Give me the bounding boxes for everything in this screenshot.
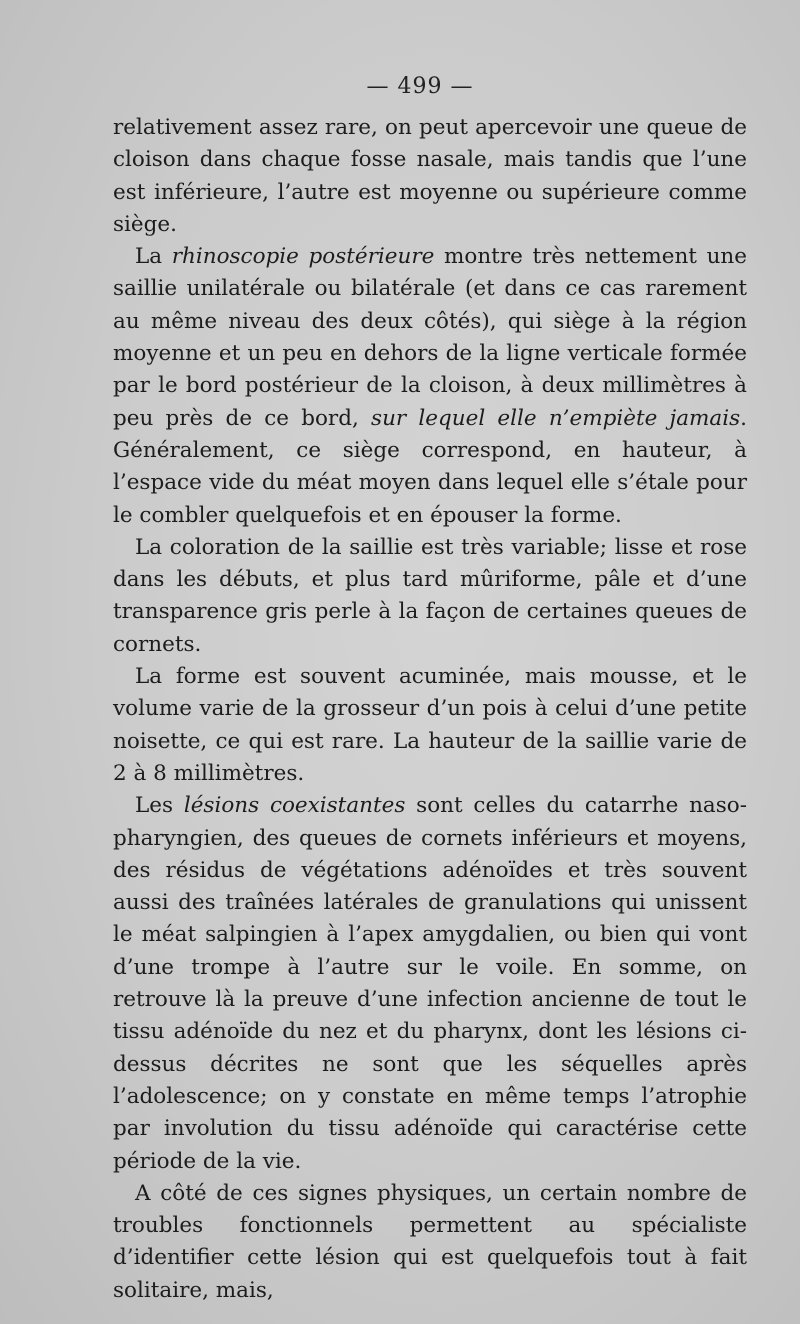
italic-phrase-empiete: sur lequel elle n’empiète jamais <box>371 405 741 431</box>
paragraph-5 <box>113 790 747 1178</box>
text-segment: sont celles du catarrhe naso-pharyngien, des queues de cornets inférieurs et moyens, des résidus de végétations adénoïdes et très souvent aussi des traînées latérales de granulations qui unissent le méat salpingien à l’apex amygdalien, ou bien qui vont d’une trompe à l’autre sur le voile. En somme, on retrouve là la preuve d’une infection ancienne de tout le tissu adénoïde du nez et du pharynx, dont les lésions ci-dessus décrites ne sont que les séquelles après l’adolescence; on y constate en même temps l’atrophie par involution du tissu adénoïde qui caractérise cette période de la vie. <box>113 793 747 1174</box>
paragraph-3 <box>113 532 747 661</box>
italic-term-lesions: lésions coexistantes <box>183 793 406 819</box>
text-segment: montre très nettement une saillie unilatérale ou bilatérale (et dans ce cas rarement au même niveau des deux côtés), qui siège à la région moyenne et un peu en dehors de la ligne verticale formée par le bord postérieur de la cloison, à deux millimètres à peu près de ce bord, <box>113 244 747 431</box>
text-segment: La forme est souvent acuminée, mais mousse, et le volume varie de la grosseur d’un pois à celui d’une petite noisette, ce qui est rare. La hauteur de la saillie varie de 2 à 8 millimètres. <box>113 664 747 786</box>
paragraph-6 <box>113 1178 747 1307</box>
italic-term-rhinoscopie: rhinoscopie postérieure <box>171 244 435 270</box>
text-segment: La <box>135 244 172 270</box>
paragraph-1 <box>113 112 747 241</box>
text-segment: A côté de ces signes physiques, un certain nombre de troubles fonctionnels permettent au spécialiste d’identifier cette lésion qui est quelquefois tout à fait solitaire, mais, <box>113 1180 747 1303</box>
text-segment: La coloration de la saillie est très variable; lisse et rose dans les débuts, et plus tard mûriforme, pâle et d’une transparence gris perle à la façon de certaines queues de cornets. <box>113 534 747 657</box>
text-segment: . Généralement, ce siège correspond, en hauteur, à l’espace vide du méat moyen dans lequel elle s’étale pour le combler quelquefois et en épouser la forme. <box>113 405 748 528</box>
page-number: — 499 — <box>366 74 474 99</box>
paragraph-2 <box>113 241 747 532</box>
body-text <box>113 112 747 1307</box>
text-segment: Les <box>135 793 184 819</box>
text-segment: relativement assez rare, on peut apercevoir une queue de cloison dans chaque fosse nasale, mais tandis que l’une est inférieure, l’autre est moyenne ou supérieure comme siège. <box>113 115 747 237</box>
paragraph-4 <box>113 661 747 790</box>
